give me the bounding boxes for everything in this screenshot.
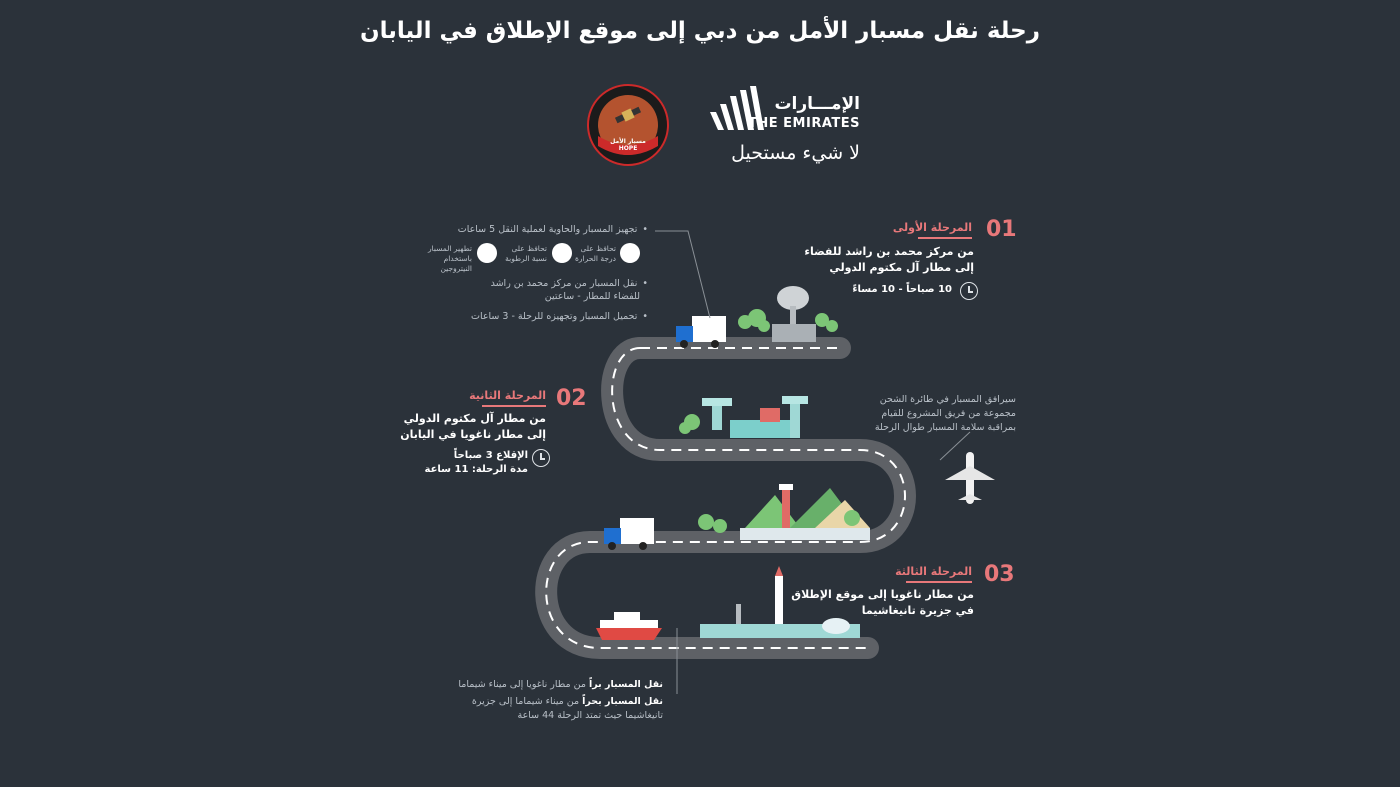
phase1-underline	[918, 237, 972, 239]
phase3-desc-line2: في جزيرة تانيغاشيما	[861, 604, 974, 617]
airport-icon	[679, 396, 808, 438]
feature-humidity: تحافظ على نسبة الرطوبة	[505, 244, 547, 263]
phase3-desc-line1: من مطار ناغويا إلى موقع الإطلاق	[791, 588, 974, 601]
phase1-bullet-3: • تحميل المسبار وتجهيزه للرحلة - 3 ساعات	[471, 311, 648, 322]
phase2-takeoff: الإقلاع 3 صباحاً	[453, 450, 528, 461]
phase3-title: المرحلة الثالثة	[895, 565, 972, 578]
emirates-slogan: لا شيء مستحيل	[731, 142, 860, 164]
phase1-bullet-2: • نقل المسبار من مركز محمد بن راشد	[491, 278, 648, 289]
bottom-note-line3: تانيغاشيما حيث تمتد الرحلة 44 ساعة	[517, 710, 663, 721]
feature-nitrogen: تطهير المسبار باستخدام النيتروجين	[427, 244, 472, 273]
emirates-english-name: THE EMIRATES	[748, 116, 860, 131]
phase1-title: المرحلة الأولى	[892, 221, 972, 234]
humidity-icon	[552, 243, 572, 263]
phase2-number: 02	[556, 386, 587, 411]
bottom-note-line2	[472, 695, 663, 709]
emirates-arabic-name: الإمـــارات	[774, 94, 860, 114]
phase2-title: المرحلة الثانية	[469, 389, 546, 402]
flight-note-line2: مجموعة من فريق المشروع للقيام	[881, 408, 1016, 419]
feature-temperature: تحافظ على درجة الحرارة	[575, 244, 616, 263]
phase3-number: 03	[984, 562, 1015, 587]
bottom-note-line1-bold: نقل المسبار براً	[588, 679, 663, 690]
phase1-time: 10 صباحاً - 10 مساءً	[852, 284, 952, 295]
flight-note-line3: بمراقبة سلامة المسبار طوال الرحلة	[874, 422, 1016, 433]
phase1-desc-line1: من مركز محمد بن راشد للفضاء	[804, 245, 974, 258]
phase2-duration: مدة الرحلة: 11 ساعة	[424, 464, 528, 475]
badge-text: مسبار الأمل HOPE	[610, 138, 646, 152]
bottom-note-line2-rest: من ميناء شيماما إلى جزيرة	[471, 696, 583, 707]
flight-note-line1: سيرافق المسبار في طائرة الشحن	[879, 394, 1016, 405]
truck-icon-1	[676, 316, 726, 348]
ship-icon	[596, 612, 662, 640]
page-title: رحلة نقل مسبار الأمل من دبي إلى موقع الإطلاق في اليابان	[360, 18, 1040, 44]
mountain-tower-icon	[698, 484, 870, 540]
bottom-note-line2-bold: نقل المسبار بحراً	[582, 696, 663, 707]
clock-icon-2	[532, 449, 550, 467]
phase2-desc-line1: من مطار آل مكتوم الدولي	[403, 412, 546, 425]
airplane-icon	[945, 452, 995, 504]
phase2-desc-line2: إلى مطار ناغويا في اليابان	[400, 428, 546, 441]
phase1-bullet-2-cont: للفضاء للمطار - ساعتين	[544, 291, 640, 302]
phase1-bullet-1: • تجهيز المسبار والحاوية لعملية النقل 5 ساعات	[458, 224, 648, 235]
satellite-dish-icon	[772, 286, 816, 342]
phase2-underline	[482, 405, 546, 407]
phase1-desc-line2: إلى مطار آل مكتوم الدولي	[829, 261, 974, 274]
phase3-underline	[906, 581, 972, 583]
phase1-number: 01	[986, 217, 1017, 242]
bottom-note-line1-rest: من مطار ناغويا إلى ميناء شيماما	[458, 679, 589, 690]
nitrogen-icon	[477, 243, 497, 263]
bottom-note-line1	[458, 678, 663, 692]
temperature-icon	[620, 243, 640, 263]
clock-icon	[960, 282, 978, 300]
truck-icon-2	[604, 518, 654, 550]
